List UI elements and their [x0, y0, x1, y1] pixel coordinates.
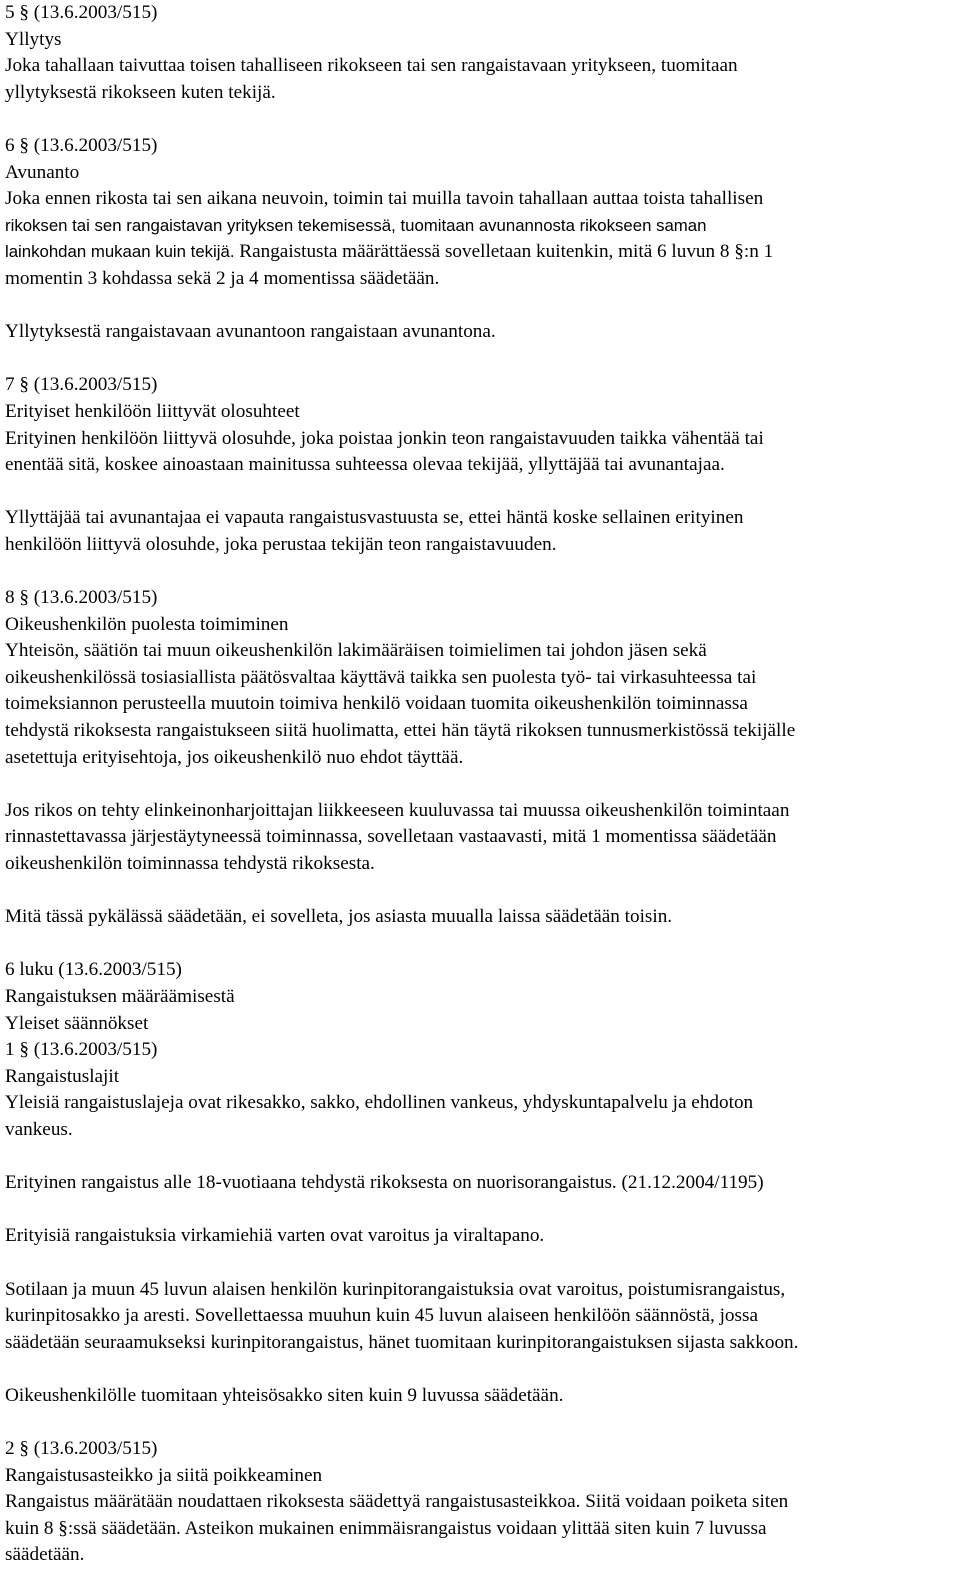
text-line: Joka tahallaan taivuttaa toisen tahalliseen rikokseen tai sen rangaistavaan yritykseen, tuomitaan — [5, 55, 738, 77]
text-line: rikoksen tai sen rangaistavan yrityksen tekemisessä, tuomitaan avunannosta rikokseen saman — [5, 215, 707, 235]
text-line: tehdystä rikoksesta rangaistukseen siitä huolimatta, ettei hän täytä rikoksen tunnusmerkistössä tekijälle — [5, 720, 796, 742]
chapter-6-section-2-paragraph-1 — [5, 1489, 957, 1569]
section-8-title: Oikeushenkilön puolesta toimiminen — [5, 613, 289, 635]
text-line: Rangaistus määrätään noudattaen rikoksesta säädettyä rangaistusasteikkoa. Siitä voidaan poiketa siten — [5, 1491, 789, 1513]
chapter-6-section-2-title: Rangaistusasteikko ja siitä poikkeaminen — [5, 1464, 323, 1486]
section-8-paragraph-1 — [5, 638, 957, 771]
text-span: lainkohdan mukaan kuin tekijä. — [5, 242, 235, 262]
text-line: Erityinen henkilöön liittyvä olosuhde, joka poistaa jonkin teon rangaistavuuden taikka vähentää tai — [5, 427, 764, 449]
section-5-title: Yllytys — [5, 28, 62, 50]
chapter-6-subtitle: Yleiset säännökset — [5, 1012, 149, 1034]
section-8-paragraph-3 — [5, 904, 957, 931]
section-6-number: 6 § (13.6.2003/515) — [5, 134, 158, 156]
text-line: henkilöön liittyvä olosuhde, joka perustaa tekijän teon rangaistavuuden. — [5, 533, 557, 555]
text-line: Jos rikos on tehty elinkeinonharjoittajan liikkeeseen kuuluvassa tai muussa oikeushenkilön toimintaan — [5, 799, 790, 821]
chapter-6-section-2-number: 2 § (13.6.2003/515) — [5, 1438, 158, 1460]
section-5-paragraph — [5, 53, 957, 106]
text-line: säädetään. — [5, 1544, 85, 1566]
text-line: Yhteisön, säätiön tai muun oikeushenkilön lakimääräisen toimielimen tai johdon jäsen sekä — [5, 640, 707, 662]
text-line: Joka ennen rikosta tai sen aikana neuvoin, toimin tai muilla tavoin tahallaan auttaa toista tahallisen — [5, 188, 764, 210]
chapter-6-section-1-paragraph-2 — [5, 1170, 957, 1197]
text-span: Rangaistusta määrättäessä sovelletaan kuitenkin, mitä 6 luvun 8 §:n 1 — [234, 241, 774, 263]
text-line: Oikeushenkilölle tuomitaan yhteisösakko siten kuin 9 luvussa säädetään. — [5, 1384, 564, 1406]
section-7-paragraph-1 — [5, 426, 957, 479]
text-line: asetettuja erityisehtoja, jos oikeushenkilö nuo ehdot täyttää. — [5, 746, 464, 768]
section-5-number: 5 § (13.6.2003/515) — [5, 2, 158, 23]
chapter-6-heading: 6 luku (13.6.2003/515) — [5, 959, 182, 981]
text-line: momentin 3 kohdassa sekä 2 ja 4 momentissa säädetään. — [5, 267, 440, 289]
text-line: kuin 8 §:ssä säädetään. Asteikon mukainen enimmäisrangaistus voidaan ylittää siten kuin 7 luvussa — [5, 1517, 767, 1539]
law-document — [5, 0, 957, 1569]
section-6-paragraph-2 — [5, 319, 957, 346]
text-line: oikeushenkilössä tosiasiallista päätösvaltaa käyttävä taikka sen puolesta työ- tai virkasuhteessa tai — [5, 666, 757, 688]
text-line: Sotilaan ja muun 45 luvun alaisen henkilön kurinpitorangaistuksia ovat varoitus, poistumisrangaistus, — [5, 1278, 786, 1300]
text-line: Yleisiä rangaistuslajeja ovat rikesakko, sakko, ehdollinen vankeus, yhdyskuntapalvelu ja ehdoton — [5, 1092, 754, 1114]
text-line: säädetään seuraamukseksi kurinpitorangaistus, hänet tuomitaan kurinpitorangaistuksen sijasta sakkoon. — [5, 1331, 799, 1353]
chapter-6-section-1-paragraph-4 — [5, 1277, 957, 1357]
text-line: yllytyksestä rikokseen kuten tekijä. — [5, 81, 276, 103]
section-8-number: 8 § (13.6.2003/515) — [5, 587, 158, 609]
chapter-6-section-1-paragraph-3 — [5, 1223, 957, 1250]
text-line: Erityisiä rangaistuksia virkamiehiä varten ovat varoitus ja viraltapano. — [5, 1225, 545, 1247]
text-line: toimeksiannon perusteella muutoin toimiva henkilö voidaan tuomita oikeushenkilön toiminnassa — [5, 693, 748, 715]
section-6-paragraph-1 — [5, 186, 957, 292]
chapter-6-section-1-paragraph-5 — [5, 1383, 957, 1410]
section-7-number: 7 § (13.6.2003/515) — [5, 374, 158, 396]
section-7-paragraph-2 — [5, 505, 957, 558]
section-6-title: Avunanto — [5, 161, 80, 183]
chapter-6-section-1-paragraph-1 — [5, 1090, 957, 1143]
text-line: Yllyttäjää tai avunantajaa ei vapauta rangaistusvastuusta se, ettei häntä koske sellainen erityinen — [5, 507, 744, 529]
text-line — [5, 239, 957, 266]
chapter-6-section-1-title: Rangaistuslajit — [5, 1065, 120, 1087]
chapter-6-section-1-number: 1 § (13.6.2003/515) — [5, 1039, 158, 1061]
text-line: enentää sitä, koskee ainoastaan mainitussa suhteessa olevaa tekijää, yllyttäjää tai avunantajaa. — [5, 454, 725, 476]
text-line: oikeushenkilön toiminnassa tehdystä rikoksesta. — [5, 853, 375, 874]
text-line: Yllytyksestä rangaistavaan avunantoon rangaistaan avunantona. — [5, 321, 496, 343]
text-line: kurinpitosakko ja aresti. Sovellettaessa muuhun kuin 45 luvun alaiseen henkilöön säännöstä, jossa — [5, 1305, 758, 1327]
text-line: Mitä tässä pykälässä säädetään, ei sovelleta, jos asiasta muualla laissa säädetään toisin. — [5, 906, 673, 928]
text-line: Erityinen rangaistus alle 18-vuotiaana tehdystä rikoksesta on nuorisorangaistus. (21.12.2004/1195) — [5, 1172, 764, 1194]
section-8-paragraph-2 — [5, 798, 957, 878]
text-line: vankeus. — [5, 1118, 73, 1140]
section-7-title: Erityiset henkilöön liittyvät olosuhteet — [5, 400, 300, 422]
text-line: rinnastettavassa järjestäytyneessä toiminnassa, sovelletaan vastaavasti, mitä 1 momentissa säädetään — [5, 826, 777, 848]
chapter-6-title: Rangaistuksen määräämisestä — [5, 985, 235, 1007]
